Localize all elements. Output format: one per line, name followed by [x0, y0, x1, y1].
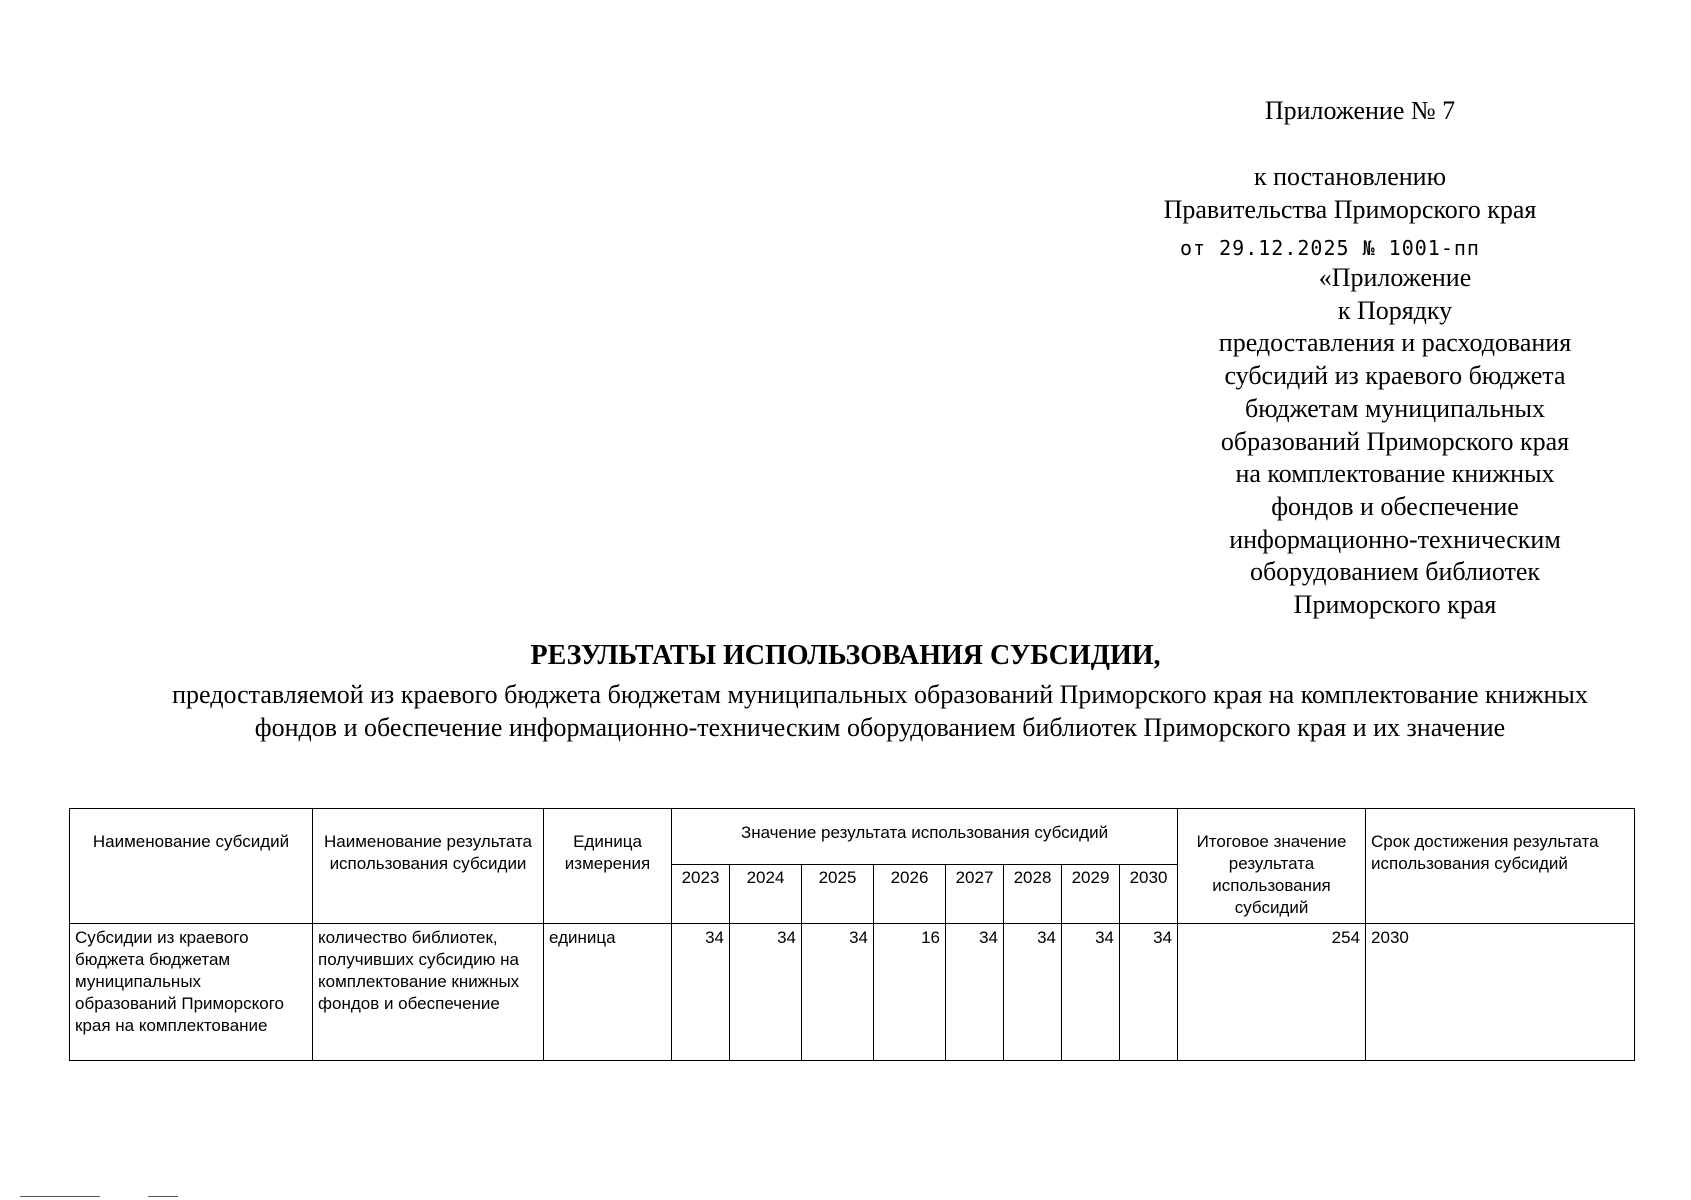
order-line: «Приложение: [1318, 263, 1472, 292]
cell-total: 254: [1178, 924, 1366, 1061]
table-row: [70, 924, 1635, 1061]
header-year: 2027: [946, 865, 1004, 924]
cell-value: 34: [1004, 924, 1062, 1061]
header-unit: Единица измерения: [544, 809, 672, 924]
cell-deadline: 2030: [1366, 924, 1635, 1061]
cell-value: 34: [1120, 924, 1178, 1061]
decree-date: от 29.12.2025 № 1001-пп: [1180, 236, 1480, 260]
header-year: 2029: [1062, 865, 1120, 924]
document-title: РЕЗУЛЬТАТЫ ИСПОЛЬЗОВАНИЯ СУБСИДИИ,: [530, 640, 1161, 671]
cell-value: 34: [946, 924, 1004, 1061]
order-line: Приморского края: [1293, 590, 1497, 620]
order-line: фондов и обеспечение: [1271, 491, 1519, 521]
order-line: образований Приморского края: [1220, 426, 1570, 456]
cell-value: 34: [730, 924, 802, 1061]
scan-artifact: [148, 1196, 178, 1197]
decree-line-2: Правительства Приморского края: [1163, 195, 1537, 224]
document-subtitle: предоставляемой из краевого бюджета бюджетам муниципальных образований Приморского края на комплектование книжных фондов и обеспечение информационно-техническим оборудованием библиотек Приморского края и их значение: [172, 680, 1588, 742]
cell-value: 16: [874, 924, 946, 1061]
header-subsidy-name: Наименование субсидий: [70, 809, 313, 924]
header-year: 2026: [874, 865, 946, 924]
order-line: бюджетам муниципальных: [1245, 393, 1545, 423]
header-year: 2028: [1004, 865, 1062, 924]
order-line: предоставления и расходования: [1218, 328, 1572, 358]
header-year: 2023: [672, 865, 730, 924]
header-values-group: Значение результата использования субсидий: [672, 809, 1178, 865]
cell-value: 34: [802, 924, 874, 1061]
header-total: Итоговое значение результата использования субсидий: [1178, 809, 1366, 924]
decree-line-1: к постановлению: [1253, 162, 1447, 191]
order-line: на комплектование книжных: [1235, 459, 1555, 489]
order-line: оборудованием библиотек: [1249, 557, 1541, 587]
header-year: 2030: [1120, 865, 1178, 924]
header-deadline: Срок достижения результата использования субсидий: [1366, 809, 1635, 924]
results-table: [69, 808, 1635, 1061]
cell-result-name: количество библиотек, получивших субсидию на комплектование книжных фондов и обеспечение: [313, 924, 544, 1061]
cell-subsidy-name: Субсидии из краевого бюджета бюджетам муниципальных образований Приморского края на комплектование: [70, 924, 313, 1061]
cell-unit: единица: [544, 924, 672, 1061]
order-line: субсидий из краевого бюджета: [1224, 361, 1566, 391]
order-appendix-block: [1175, 262, 1615, 622]
order-line: информационно-техническим: [1229, 524, 1561, 554]
header-result-name: Наименование результата использования субсидии: [313, 809, 544, 924]
scan-artifact: [20, 1196, 100, 1197]
decree-reference: [1100, 160, 1600, 226]
order-line: к Порядку: [1337, 295, 1453, 325]
header-year: 2025: [802, 865, 874, 924]
cell-value: 34: [1062, 924, 1120, 1061]
cell-value: 34: [672, 924, 730, 1061]
header-year: 2024: [730, 865, 802, 924]
appendix-label: Приложение № 7: [1264, 96, 1456, 125]
